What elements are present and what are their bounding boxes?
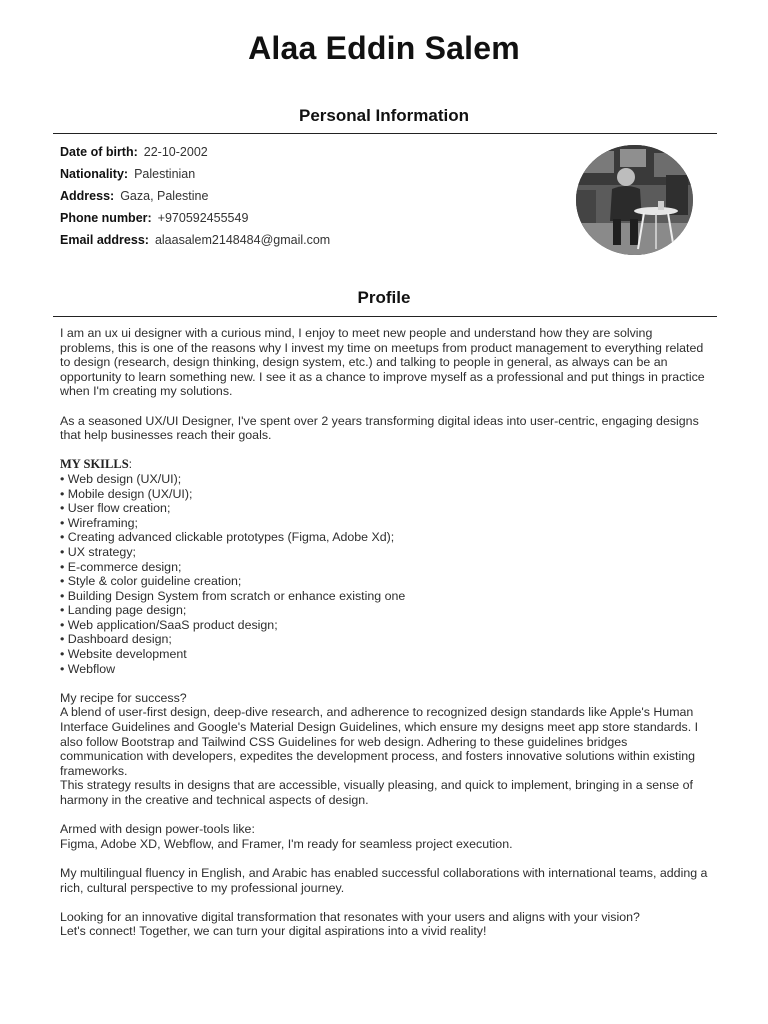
profile-heading: Profile	[357, 288, 411, 307]
profile-divider	[53, 316, 717, 317]
profile-photo-image	[576, 145, 693, 255]
skills-heading: MY SKILLS	[60, 457, 129, 472]
multilingual-text: My multilingual fluency in English, and Arabic has enabled successful collaborations with international teams, adding a rich, cultural perspective to my professional journey.	[60, 865, 708, 895]
tools-list: Figma, Adobe XD, Webflow, and Framer, I'm ready for seamless project execution.	[60, 836, 513, 851]
skill-item: • Web design (UX/UI);	[60, 471, 182, 486]
skill-item: • Building Design System from scratch or enhance existing one	[60, 588, 406, 603]
candidate-name: Alaa Eddin Salem	[248, 30, 520, 66]
info-value: alaasalem2148484@gmail.com	[154, 233, 331, 247]
info-value: +970592455549	[157, 211, 249, 225]
profile-photo	[576, 145, 693, 255]
personal-info-heading: Personal Information	[298, 106, 470, 125]
skill-item: • Wireframing;	[60, 515, 139, 530]
connect-text: Let's connect! Together, we can turn your digital aspirations into a vivid reality!	[60, 924, 487, 939]
skill-item: • Dashboard design;	[60, 632, 172, 647]
profile-intro: I am an ux ui designer with a curious mind, I enjoy to meet new people and understand how they are solving problems, this is one of the reasons why I invest my time on meetups from product management to everything related to design (research, design thinking, design system, etc.) and talking to people in general, as always can be an opportunity to learn something new. I see it as a chance to improve myself as a professional and put things in practice when I'm creating my solutions.	[60, 326, 705, 399]
info-label: Address:	[60, 189, 115, 203]
skill-item: • Website development	[60, 647, 187, 662]
skill-item: • Webflow	[60, 661, 116, 676]
info-row-phone	[60, 211, 248, 225]
info-value: Gaza, Palestine	[120, 189, 209, 203]
skills-colon: :	[128, 457, 133, 472]
info-row-nationality	[60, 167, 195, 181]
info-row-address	[60, 189, 208, 203]
info-row-email	[60, 233, 330, 247]
info-value: Palestinian	[134, 167, 196, 181]
skill-item: • Creating advanced clickable prototypes (Figma, Adobe Xd);	[60, 530, 395, 545]
skill-item: • Mobile design (UX/UI);	[60, 486, 193, 501]
skill-item: • User flow creation;	[60, 501, 171, 516]
strategy-text: This strategy results in designs that are accessible, visually pleasing, and quick to implement, bringing in a sense of harmony in the creative and technical aspects of design.	[60, 778, 693, 807]
skill-item: • Style & color guideline creation;	[60, 574, 242, 589]
skill-item: • UX strategy;	[60, 544, 136, 559]
info-row-dob	[60, 145, 208, 159]
looking-text: Looking for an innovative digital transformation that resonates with your users and aligns with your vision?	[60, 909, 640, 924]
info-value: 22-10-2002	[143, 145, 208, 159]
skill-item: • E-commerce design;	[60, 559, 182, 574]
recipe-question: My recipe for success?	[60, 690, 187, 705]
skill-item: • Landing page design;	[60, 603, 187, 618]
profile-seasoned: As a seasoned UX/UI Designer, I've spent over 2 years transforming digital ideas into user-centric, engaging designs that help businesses reach their goals.	[60, 413, 699, 443]
recipe-body: A blend of user-first design, deep-dive research, and adherence to recognized design standards like Apple's Human Interface Guidelines and Google's Material Design Guidelines, which ensure my designs meet app store standards. I also follow Bootstrap and Tailwind CSS Guidelines for web design. Adhering to these guidelines bridges communication with developers, expedites the development process, and fosters innovative solutions within existing frameworks.	[60, 705, 699, 778]
personal-info-divider	[53, 133, 717, 134]
info-label: Email address:	[60, 233, 149, 247]
info-label: Nationality:	[60, 167, 129, 181]
profile-body	[60, 326, 710, 939]
info-label: Date of birth:	[60, 145, 138, 159]
skill-item: • Web application/SaaS product design;	[60, 617, 278, 632]
tools-intro: Armed with design power-tools like:	[60, 822, 255, 837]
info-label: Phone number:	[60, 211, 152, 225]
